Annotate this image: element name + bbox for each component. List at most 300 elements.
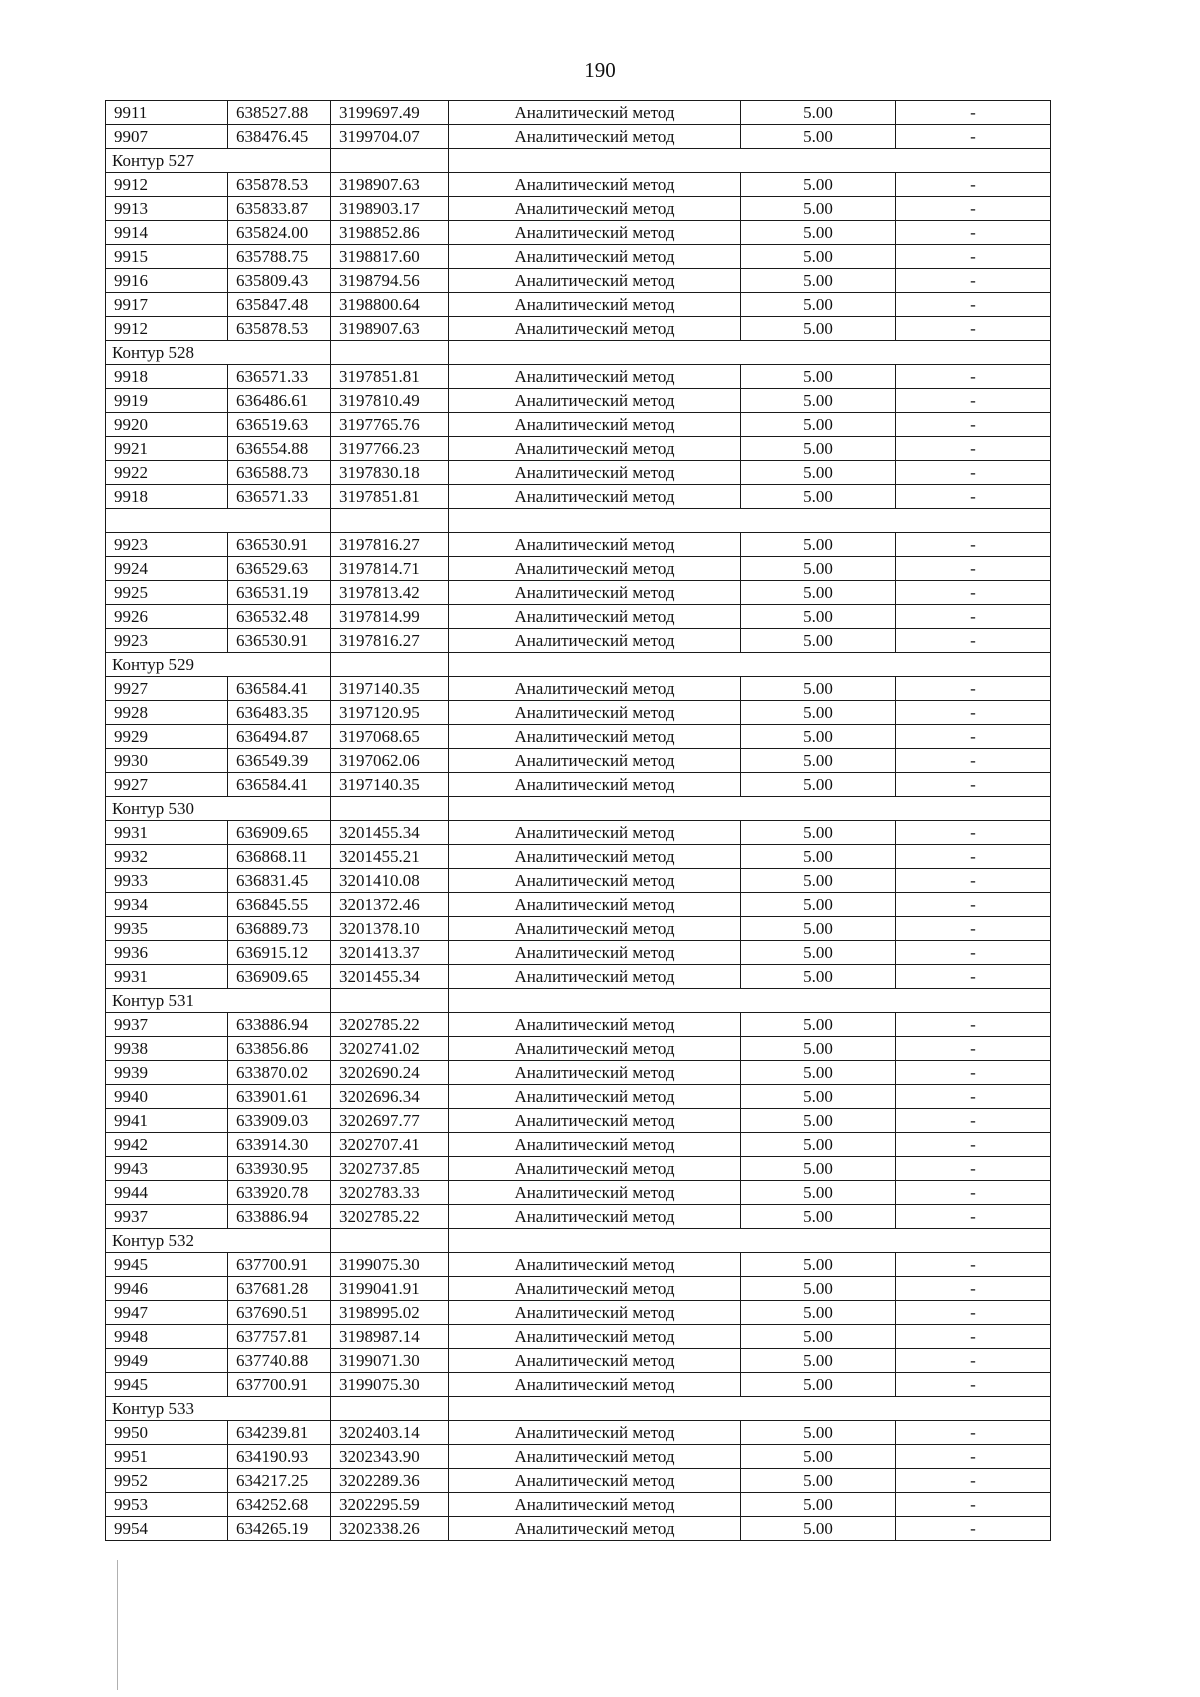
accuracy-cell: 5.00	[741, 965, 896, 989]
point-id-cell: 9939	[106, 1061, 228, 1085]
method-cell: Аналитический метод	[449, 293, 741, 317]
y-coordinate-cell: 3202403.14	[331, 1421, 449, 1445]
accuracy-cell: 5.00	[741, 1445, 896, 1469]
y-coordinate-cell: 3197814.99	[331, 605, 449, 629]
y-coordinate-cell: 3202785.22	[331, 1205, 449, 1229]
table-row	[106, 941, 1051, 965]
point-id-cell: 9924	[106, 557, 228, 581]
table-row	[106, 1061, 1051, 1085]
y-coordinate-cell: 3202696.34	[331, 1085, 449, 1109]
accuracy-cell: 5.00	[741, 845, 896, 869]
point-id-cell: 9926	[106, 605, 228, 629]
table-row	[106, 1421, 1051, 1445]
y-coordinate-cell: 3199697.49	[331, 101, 449, 125]
method-cell: Аналитический метод	[449, 101, 741, 125]
accuracy-cell: 5.00	[741, 677, 896, 701]
method-cell: Аналитический метод	[449, 1445, 741, 1469]
note-cell: -	[896, 1133, 1051, 1157]
accuracy-cell: 5.00	[741, 1349, 896, 1373]
contour-label: Контур 531	[106, 989, 331, 1013]
accuracy-cell: 5.00	[741, 1373, 896, 1397]
note-cell: -	[896, 485, 1051, 509]
note-cell: -	[896, 1253, 1051, 1277]
note-cell: -	[896, 1349, 1051, 1373]
accuracy-cell: 5.00	[741, 1061, 896, 1085]
accuracy-cell: 5.00	[741, 821, 896, 845]
note-cell: -	[896, 701, 1051, 725]
table-row	[106, 389, 1051, 413]
point-id-cell: 9942	[106, 1133, 228, 1157]
method-cell: Аналитический метод	[449, 485, 741, 509]
x-coordinate-cell: 636549.39	[228, 749, 331, 773]
x-coordinate-cell: 636554.88	[228, 437, 331, 461]
table-row	[106, 893, 1051, 917]
y-coordinate-cell: 3197140.35	[331, 677, 449, 701]
accuracy-cell: 5.00	[741, 557, 896, 581]
x-coordinate-cell: 636519.63	[228, 413, 331, 437]
contour-empty-cell	[331, 653, 449, 677]
method-cell: Аналитический метод	[449, 1301, 741, 1325]
method-cell: Аналитический метод	[449, 1349, 741, 1373]
x-coordinate-cell: 636831.45	[228, 869, 331, 893]
accuracy-cell: 5.00	[741, 437, 896, 461]
y-coordinate-cell: 3202690.24	[331, 1061, 449, 1085]
point-id-cell: 9954	[106, 1517, 228, 1541]
x-coordinate-cell: 636571.33	[228, 365, 331, 389]
point-id-cell: 9949	[106, 1349, 228, 1373]
table-row	[106, 1517, 1051, 1541]
contour-empty-cell	[331, 149, 449, 173]
table-row	[106, 365, 1051, 389]
y-coordinate-cell: 3201413.37	[331, 941, 449, 965]
x-coordinate-cell: 633909.03	[228, 1109, 331, 1133]
y-coordinate-cell: 3201455.21	[331, 845, 449, 869]
table-row	[106, 773, 1051, 797]
x-coordinate-cell: 636483.35	[228, 701, 331, 725]
method-cell: Аналитический метод	[449, 629, 741, 653]
note-cell: -	[896, 773, 1051, 797]
contour-header-row	[106, 149, 1051, 173]
note-cell: -	[896, 437, 1051, 461]
table-row	[106, 1493, 1051, 1517]
note-cell: -	[896, 1037, 1051, 1061]
method-cell: Аналитический метод	[449, 1469, 741, 1493]
x-coordinate-cell: 633930.95	[228, 1157, 331, 1181]
accuracy-cell: 5.00	[741, 917, 896, 941]
method-cell: Аналитический метод	[449, 437, 741, 461]
accuracy-cell: 5.00	[741, 1325, 896, 1349]
table-row	[106, 221, 1051, 245]
contour-label	[106, 509, 331, 533]
accuracy-cell: 5.00	[741, 1013, 896, 1037]
note-cell: -	[896, 557, 1051, 581]
contour-empty-cell	[449, 1397, 1051, 1421]
note-cell: -	[896, 725, 1051, 749]
point-id-cell: 9927	[106, 677, 228, 701]
contour-empty-cell	[449, 797, 1051, 821]
note-cell: -	[896, 677, 1051, 701]
note-cell: -	[896, 125, 1051, 149]
method-cell: Аналитический метод	[449, 533, 741, 557]
point-id-cell: 9930	[106, 749, 228, 773]
note-cell: -	[896, 869, 1051, 893]
note-cell: -	[896, 581, 1051, 605]
accuracy-cell: 5.00	[741, 1493, 896, 1517]
y-coordinate-cell: 3197816.27	[331, 533, 449, 557]
point-id-cell: 9927	[106, 773, 228, 797]
method-cell: Аналитический метод	[449, 677, 741, 701]
note-cell: -	[896, 173, 1051, 197]
note-cell: -	[896, 1061, 1051, 1085]
x-coordinate-cell: 636494.87	[228, 725, 331, 749]
point-id-cell: 9945	[106, 1253, 228, 1277]
accuracy-cell: 5.00	[741, 629, 896, 653]
x-coordinate-cell: 633886.94	[228, 1013, 331, 1037]
x-coordinate-cell: 636909.65	[228, 965, 331, 989]
accuracy-cell: 5.00	[741, 1181, 896, 1205]
y-coordinate-cell: 3197766.23	[331, 437, 449, 461]
table-row	[106, 1277, 1051, 1301]
y-coordinate-cell: 3197068.65	[331, 725, 449, 749]
accuracy-cell: 5.00	[741, 1133, 896, 1157]
method-cell: Аналитический метод	[449, 365, 741, 389]
point-id-cell: 9938	[106, 1037, 228, 1061]
method-cell: Аналитический метод	[449, 821, 741, 845]
point-id-cell: 9950	[106, 1421, 228, 1445]
note-cell: -	[896, 749, 1051, 773]
y-coordinate-cell: 3197816.27	[331, 629, 449, 653]
accuracy-cell: 5.00	[741, 893, 896, 917]
point-id-cell: 9932	[106, 845, 228, 869]
table-row	[106, 269, 1051, 293]
y-coordinate-cell: 3197062.06	[331, 749, 449, 773]
accuracy-cell: 5.00	[741, 1205, 896, 1229]
y-coordinate-cell: 3197810.49	[331, 389, 449, 413]
x-coordinate-cell: 634190.93	[228, 1445, 331, 1469]
note-cell: -	[896, 245, 1051, 269]
method-cell: Аналитический метод	[449, 1037, 741, 1061]
y-coordinate-cell: 3198907.63	[331, 317, 449, 341]
y-coordinate-cell: 3197120.95	[331, 701, 449, 725]
accuracy-cell: 5.00	[741, 533, 896, 557]
y-coordinate-cell: 3202707.41	[331, 1133, 449, 1157]
table-row	[106, 101, 1051, 125]
table-row	[106, 581, 1051, 605]
note-cell: -	[896, 365, 1051, 389]
method-cell: Аналитический метод	[449, 1181, 741, 1205]
contour-header-row	[106, 1229, 1051, 1253]
x-coordinate-cell: 636584.41	[228, 773, 331, 797]
method-cell: Аналитический метод	[449, 461, 741, 485]
note-cell: -	[896, 1277, 1051, 1301]
accuracy-cell: 5.00	[741, 197, 896, 221]
point-id-cell: 9934	[106, 893, 228, 917]
accuracy-cell: 5.00	[741, 269, 896, 293]
x-coordinate-cell: 636915.12	[228, 941, 331, 965]
point-id-cell: 9945	[106, 1373, 228, 1397]
x-coordinate-cell: 634217.25	[228, 1469, 331, 1493]
accuracy-cell: 5.00	[741, 1469, 896, 1493]
contour-label: Контур 527	[106, 149, 331, 173]
y-coordinate-cell: 3197814.71	[331, 557, 449, 581]
note-cell: -	[896, 197, 1051, 221]
table-row	[106, 869, 1051, 893]
accuracy-cell: 5.00	[741, 221, 896, 245]
note-cell: -	[896, 605, 1051, 629]
method-cell: Аналитический метод	[449, 245, 741, 269]
table-row	[106, 1037, 1051, 1061]
y-coordinate-cell: 3202295.59	[331, 1493, 449, 1517]
point-id-cell: 9920	[106, 413, 228, 437]
contour-header-row	[106, 509, 1051, 533]
contour-header-row	[106, 1397, 1051, 1421]
accuracy-cell: 5.00	[741, 317, 896, 341]
x-coordinate-cell: 635824.00	[228, 221, 331, 245]
note-cell: -	[896, 317, 1051, 341]
accuracy-cell: 5.00	[741, 1157, 896, 1181]
note-cell: -	[896, 1421, 1051, 1445]
table-row	[106, 1373, 1051, 1397]
accuracy-cell: 5.00	[741, 461, 896, 485]
x-coordinate-cell: 636532.48	[228, 605, 331, 629]
note-cell: -	[896, 1445, 1051, 1469]
contour-empty-cell	[331, 509, 449, 533]
method-cell: Аналитический метод	[449, 1421, 741, 1445]
point-id-cell: 9944	[106, 1181, 228, 1205]
accuracy-cell: 5.00	[741, 1253, 896, 1277]
accuracy-cell: 5.00	[741, 365, 896, 389]
method-cell: Аналитический метод	[449, 581, 741, 605]
point-id-cell: 9928	[106, 701, 228, 725]
y-coordinate-cell: 3202289.36	[331, 1469, 449, 1493]
method-cell: Аналитический метод	[449, 725, 741, 749]
x-coordinate-cell: 634265.19	[228, 1517, 331, 1541]
note-cell: -	[896, 965, 1051, 989]
accuracy-cell: 5.00	[741, 413, 896, 437]
method-cell: Аналитический метод	[449, 749, 741, 773]
note-cell: -	[896, 1373, 1051, 1397]
note-cell: -	[896, 389, 1051, 413]
method-cell: Аналитический метод	[449, 317, 741, 341]
table-row	[106, 1253, 1051, 1277]
table-row	[106, 725, 1051, 749]
table-row	[106, 845, 1051, 869]
contour-header-row	[106, 797, 1051, 821]
coordinates-table	[105, 100, 1051, 1541]
y-coordinate-cell: 3198903.17	[331, 197, 449, 221]
x-coordinate-cell: 636529.63	[228, 557, 331, 581]
y-coordinate-cell: 3201378.10	[331, 917, 449, 941]
contour-header-row	[106, 989, 1051, 1013]
contour-empty-cell	[331, 797, 449, 821]
accuracy-cell: 5.00	[741, 581, 896, 605]
note-cell: -	[896, 1157, 1051, 1181]
point-id-cell: 9935	[106, 917, 228, 941]
contour-empty-cell	[449, 989, 1051, 1013]
point-id-cell: 9918	[106, 485, 228, 509]
method-cell: Аналитический метод	[449, 893, 741, 917]
point-id-cell: 9951	[106, 1445, 228, 1469]
note-cell: -	[896, 533, 1051, 557]
x-coordinate-cell: 636571.33	[228, 485, 331, 509]
y-coordinate-cell: 3197765.76	[331, 413, 449, 437]
note-cell: -	[896, 1469, 1051, 1493]
y-coordinate-cell: 3199075.30	[331, 1373, 449, 1397]
contour-header-row	[106, 653, 1051, 677]
table-row	[106, 557, 1051, 581]
accuracy-cell: 5.00	[741, 125, 896, 149]
y-coordinate-cell: 3202343.90	[331, 1445, 449, 1469]
y-coordinate-cell: 3197813.42	[331, 581, 449, 605]
y-coordinate-cell: 3201455.34	[331, 965, 449, 989]
method-cell: Аналитический метод	[449, 1325, 741, 1349]
note-cell: -	[896, 1109, 1051, 1133]
method-cell: Аналитический метод	[449, 1157, 741, 1181]
accuracy-cell: 5.00	[741, 1421, 896, 1445]
y-coordinate-cell: 3201372.46	[331, 893, 449, 917]
x-coordinate-cell: 633886.94	[228, 1205, 331, 1229]
note-cell: -	[896, 461, 1051, 485]
x-coordinate-cell: 633920.78	[228, 1181, 331, 1205]
method-cell: Аналитический метод	[449, 269, 741, 293]
method-cell: Аналитический метод	[449, 869, 741, 893]
y-coordinate-cell: 3197140.35	[331, 773, 449, 797]
point-id-cell: 9943	[106, 1157, 228, 1181]
accuracy-cell: 5.00	[741, 1085, 896, 1109]
table-row	[106, 173, 1051, 197]
x-coordinate-cell: 635809.43	[228, 269, 331, 293]
method-cell: Аналитический метод	[449, 1373, 741, 1397]
note-cell: -	[896, 845, 1051, 869]
table-row	[106, 917, 1051, 941]
x-coordinate-cell: 636531.19	[228, 581, 331, 605]
y-coordinate-cell: 3197851.81	[331, 485, 449, 509]
point-id-cell: 9940	[106, 1085, 228, 1109]
accuracy-cell: 5.00	[741, 701, 896, 725]
x-coordinate-cell: 635788.75	[228, 245, 331, 269]
point-id-cell: 9941	[106, 1109, 228, 1133]
accuracy-cell: 5.00	[741, 605, 896, 629]
accuracy-cell: 5.00	[741, 485, 896, 509]
note-cell: -	[896, 1085, 1051, 1109]
scan-margin-line	[117, 1560, 118, 1690]
note-cell: -	[896, 893, 1051, 917]
y-coordinate-cell: 3202741.02	[331, 1037, 449, 1061]
y-coordinate-cell: 3197830.18	[331, 461, 449, 485]
table-row	[106, 317, 1051, 341]
method-cell: Аналитический метод	[449, 773, 741, 797]
accuracy-cell: 5.00	[741, 389, 896, 413]
table-row	[106, 293, 1051, 317]
note-cell: -	[896, 629, 1051, 653]
note-cell: -	[896, 1205, 1051, 1229]
point-id-cell: 9912	[106, 317, 228, 341]
contour-label: Контур 533	[106, 1397, 331, 1421]
x-coordinate-cell: 637700.91	[228, 1373, 331, 1397]
point-id-cell: 9917	[106, 293, 228, 317]
point-id-cell: 9911	[106, 101, 228, 125]
contour-empty-cell	[449, 653, 1051, 677]
method-cell: Аналитический метод	[449, 1493, 741, 1517]
contour-empty-cell	[331, 989, 449, 1013]
y-coordinate-cell: 3202785.22	[331, 1013, 449, 1037]
x-coordinate-cell: 637690.51	[228, 1301, 331, 1325]
point-id-cell: 9948	[106, 1325, 228, 1349]
x-coordinate-cell: 637700.91	[228, 1253, 331, 1277]
y-coordinate-cell: 3199075.30	[331, 1253, 449, 1277]
point-id-cell: 9921	[106, 437, 228, 461]
table-row	[106, 533, 1051, 557]
table-row	[106, 1157, 1051, 1181]
table-row	[106, 1085, 1051, 1109]
accuracy-cell: 5.00	[741, 293, 896, 317]
x-coordinate-cell: 634239.81	[228, 1421, 331, 1445]
table-row	[106, 461, 1051, 485]
accuracy-cell: 5.00	[741, 1109, 896, 1133]
method-cell: Аналитический метод	[449, 701, 741, 725]
x-coordinate-cell: 636909.65	[228, 821, 331, 845]
point-id-cell: 9923	[106, 629, 228, 653]
table-row	[106, 605, 1051, 629]
x-coordinate-cell: 633901.61	[228, 1085, 331, 1109]
note-cell: -	[896, 941, 1051, 965]
point-id-cell: 9922	[106, 461, 228, 485]
note-cell: -	[896, 1013, 1051, 1037]
accuracy-cell: 5.00	[741, 101, 896, 125]
method-cell: Аналитический метод	[449, 1109, 741, 1133]
point-id-cell: 9946	[106, 1277, 228, 1301]
point-id-cell: 9947	[106, 1301, 228, 1325]
point-id-cell: 9914	[106, 221, 228, 245]
method-cell: Аналитический метод	[449, 173, 741, 197]
contour-empty-cell	[331, 1229, 449, 1253]
point-id-cell: 9925	[106, 581, 228, 605]
y-coordinate-cell: 3198907.63	[331, 173, 449, 197]
x-coordinate-cell: 636868.11	[228, 845, 331, 869]
x-coordinate-cell: 638476.45	[228, 125, 331, 149]
x-coordinate-cell: 633856.86	[228, 1037, 331, 1061]
table-row	[106, 1013, 1051, 1037]
y-coordinate-cell: 3198800.64	[331, 293, 449, 317]
note-cell: -	[896, 821, 1051, 845]
y-coordinate-cell: 3198817.60	[331, 245, 449, 269]
table-row	[106, 437, 1051, 461]
y-coordinate-cell: 3198852.86	[331, 221, 449, 245]
method-cell: Аналитический метод	[449, 605, 741, 629]
accuracy-cell: 5.00	[741, 725, 896, 749]
note-cell: -	[896, 1325, 1051, 1349]
x-coordinate-cell: 637757.81	[228, 1325, 331, 1349]
point-id-cell: 9919	[106, 389, 228, 413]
x-coordinate-cell: 637681.28	[228, 1277, 331, 1301]
point-id-cell: 9915	[106, 245, 228, 269]
y-coordinate-cell: 3199704.07	[331, 125, 449, 149]
point-id-cell: 9918	[106, 365, 228, 389]
method-cell: Аналитический метод	[449, 1205, 741, 1229]
table-row	[106, 1205, 1051, 1229]
point-id-cell: 9931	[106, 821, 228, 845]
accuracy-cell: 5.00	[741, 245, 896, 269]
table-row	[106, 1349, 1051, 1373]
note-cell: -	[896, 1301, 1051, 1325]
accuracy-cell: 5.00	[741, 773, 896, 797]
contour-header-row	[106, 341, 1051, 365]
point-id-cell: 9916	[106, 269, 228, 293]
x-coordinate-cell: 636584.41	[228, 677, 331, 701]
contour-empty-cell	[449, 341, 1051, 365]
point-id-cell: 9933	[106, 869, 228, 893]
y-coordinate-cell: 3202783.33	[331, 1181, 449, 1205]
